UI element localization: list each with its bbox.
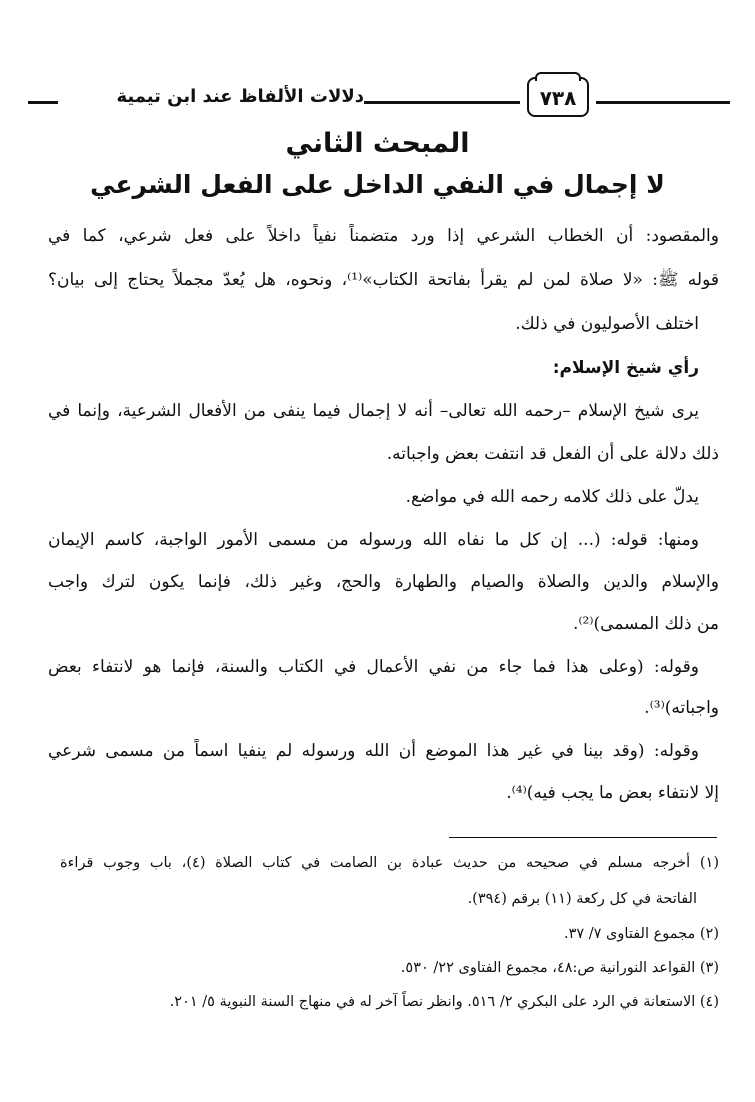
footnote-3: (٣) القواعد النورانية ص:٤٨، مجموع الفتاوى ٢٢/ ٥٣٠. — [400, 960, 719, 976]
section-subtitle: لا إجمال في النفي الداخل على الفعل الشرعي — [90, 170, 665, 199]
footnote-separator — [449, 837, 717, 838]
body-line-8: والإسلام والدين والصلاة والصيام والطهارة والحج، وغير ذلك، فإنما يكون لترك واجب — [48, 572, 719, 592]
running-title: دلالات الألفاظ عند ابن تيمية — [58, 86, 364, 107]
footnote-4: (٤) الاستعانة في الرد على البكري ٢/ ٥١٦. وانظر نصاً آخر له في منهاج السنة النبوية ٥/ ٢٠١. — [169, 994, 719, 1010]
body-line-13: إلا لانتفاء بعض ما يجب فيه)⁽⁴⁾. — [506, 783, 719, 803]
opinion-heading: رأي شيخ الإسلام: — [552, 358, 699, 378]
footnote-1-line-1: (١) أخرجه مسلم في صحيحه من حديث عبادة بن الصامت في كتاب الصلاة (٤)، باب وجوب قراءة — [60, 855, 719, 871]
body-line-11: واجباته)⁽³⁾. — [644, 698, 719, 718]
body-line-10: وقوله: (وعلى هذا فما جاء من نفي الأعمال في الكتاب والسنة، فإنما هو لانتفاء بعض — [48, 657, 699, 677]
body-line-5: ذلك دلالة على أن الفعل قد انتفت بعض واجباته. — [386, 444, 719, 464]
body-line-7: ومنها: قوله: (... إن كل ما نفاه الله ورسوله من مسمى الأمور الواجبة، كاسم الإيمان — [48, 530, 699, 550]
section-title: المبحث الثاني — [285, 128, 470, 159]
body-line-2: قوله ﷺ: «لا صلاة لمن لم يقرأ بفاتحة الكتاب»⁽¹⁾، ونحوه، هل يُعدّ مجملاً يحتاج إلى بيان؟ — [48, 270, 719, 290]
body-line-6: يدلّ على ذلك كلامه رحمه الله في مواضع. — [405, 487, 699, 507]
page-number-badge: ٧٣٨ — [527, 77, 589, 117]
body-line-9: من ذلك المسمى)⁽²⁾. — [572, 614, 719, 634]
footnote-1-line-2: الفاتحة في كل ركعة (١١) برقم (٣٩٤). — [467, 891, 697, 907]
body-line-12: وقوله: (وقد بينا في غير هذا الموضع أن الله ورسوله لم ينفيا اسماً من مسمى شرعي — [48, 741, 699, 761]
body-line-1: والمقصود: أن الخطاب الشرعي إذا ورد متضمناً نفياً داخلاً على فعل شرعي، كما في — [48, 226, 719, 246]
footnote-2: (٢) مجموع الفتاوى ٧/ ٣٧. — [563, 926, 719, 942]
body-line-3: اختلف الأصوليون في ذلك. — [515, 314, 699, 334]
body-line-4: يرى شيخ الإسلام –رحمه الله تعالى– أنه لا إجمال فيما ينفى من الأفعال الشرعية، وإنما في — [48, 401, 699, 421]
header-rule-right — [596, 101, 730, 104]
